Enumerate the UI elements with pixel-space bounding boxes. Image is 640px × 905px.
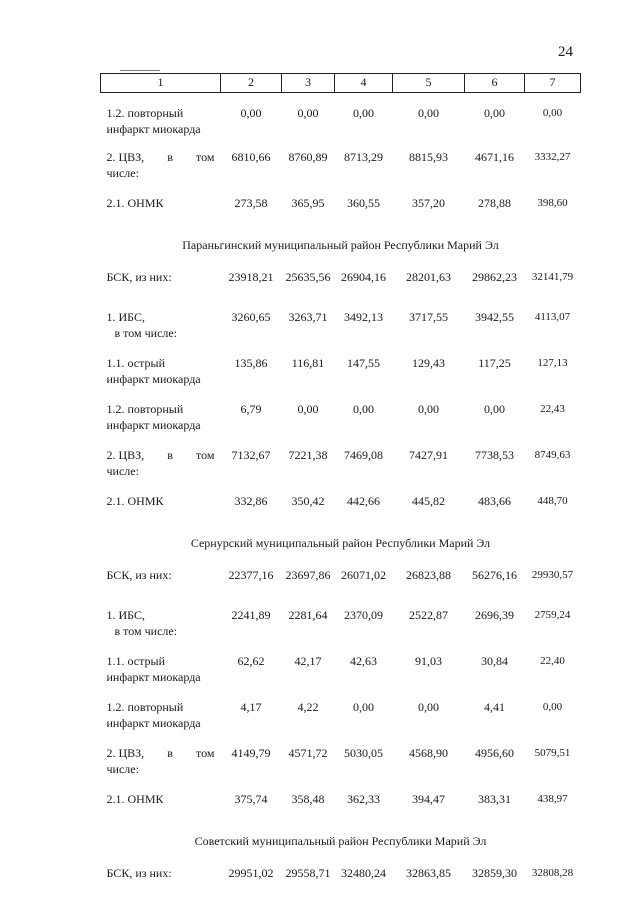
row-label-line: инфаркт миокарда: [106, 371, 201, 386]
row-label-line: 2.1. ОНМК: [106, 791, 164, 806]
column-header: 5: [393, 74, 465, 93]
cell-value: 127,13: [537, 356, 568, 369]
cell-value: 23697,86: [285, 567, 331, 582]
row-label-line: 1. ИБС,: [106, 607, 145, 622]
row-label-word: том: [196, 745, 215, 760]
table-row: [101, 185, 581, 225]
cell-value: 2281,64: [288, 607, 328, 622]
cell-value: 26071,02: [341, 567, 386, 582]
table-row: [101, 855, 581, 895]
table-header-row: [101, 74, 581, 93]
cell-value: 350,42: [291, 493, 325, 508]
cell-value: 0,00: [297, 401, 319, 416]
cell-value: 7738,53: [475, 447, 514, 462]
cell-value: 360,55: [347, 195, 380, 210]
row-label-line: в том числе:: [114, 623, 178, 638]
row-label: [101, 345, 221, 391]
top-divider: [120, 70, 160, 71]
cell-value: 26904,16: [341, 269, 386, 284]
table-row: [101, 93, 581, 139]
row-label-word: в: [167, 149, 173, 164]
row-label-line: БСК, из них:: [106, 567, 172, 582]
cell-value: 0,00: [418, 106, 439, 120]
row-label-line: числе:: [106, 463, 139, 478]
row-label: [101, 781, 221, 821]
row-label: [101, 483, 221, 523]
cell-value: 278,88: [478, 195, 511, 210]
cell-value: 2370,09: [344, 607, 383, 622]
cell-value: 22,40: [540, 654, 565, 667]
cell-value: 0,00: [353, 106, 374, 120]
cell-value: 0,00: [542, 700, 563, 713]
cell-value: 22377,16: [228, 567, 274, 582]
row-label-line: 2.1. ОНМК: [106, 195, 164, 210]
cell-value: 6,79: [240, 401, 262, 416]
row-label-line: 1. ИБС,: [106, 309, 145, 324]
cell-value: 29558,71: [285, 865, 331, 880]
row-label-word: 2. ЦВЗ,: [106, 745, 145, 760]
cell-value: 4568,90: [409, 745, 448, 760]
cell-value: 117,25: [478, 355, 511, 370]
section-heading-row: [101, 821, 581, 855]
cell-value: 135,86: [234, 355, 268, 370]
row-label-word: том: [196, 447, 215, 462]
column-header: 1: [101, 74, 221, 93]
column-header: 2: [221, 74, 282, 93]
cell-value: 4,22: [297, 699, 319, 714]
row-label-line: БСК, из них:: [106, 269, 172, 284]
column-header: 4: [335, 74, 393, 93]
cell-value: 62,62: [237, 653, 265, 668]
cell-value: 383,31: [478, 791, 511, 806]
cell-value: 3942,55: [475, 309, 514, 324]
cell-value: 5030,05: [344, 745, 383, 760]
cell-value: 358,48: [291, 791, 325, 806]
cell-value: 0,00: [353, 401, 374, 416]
cell-value: 375,74: [234, 791, 268, 806]
cell-value: 8815,93: [409, 149, 448, 164]
cell-value: 7221,38: [288, 447, 328, 462]
row-label-word: 2. ЦВЗ,: [106, 447, 145, 462]
cell-value: 147,55: [347, 355, 380, 370]
row-label: [101, 735, 221, 781]
cell-value: 2759,24: [534, 608, 571, 621]
row-label-line: инфаркт миокарда: [106, 669, 201, 684]
cell-value: 0,00: [418, 699, 439, 714]
row-label-first-line: [107, 447, 215, 463]
cell-value: 0,00: [542, 107, 563, 119]
row-label-line: числе:: [106, 165, 139, 180]
cell-value: 448,70: [537, 494, 568, 507]
table-row: [101, 483, 581, 523]
cell-value: 394,47: [412, 791, 445, 806]
cell-value: 3260,65: [231, 309, 271, 324]
column-header: 7: [525, 74, 581, 93]
cell-value: 32141,79: [531, 270, 574, 283]
cell-value: 6810,66: [231, 149, 271, 164]
cell-value: 7469,08: [344, 447, 383, 462]
cell-value: 3263,71: [288, 309, 328, 324]
table-row: [101, 299, 581, 345]
row-label-line: 1.1. острый: [106, 355, 165, 370]
cell-value: 365,95: [291, 195, 325, 210]
cell-value: 8713,29: [344, 149, 383, 164]
row-label-line: 2.1. ОНМК: [106, 493, 164, 508]
cell-value: 0,00: [418, 401, 439, 416]
cell-value: 42,63: [350, 653, 377, 668]
table-row: [101, 139, 581, 185]
cell-value: 7132,67: [231, 447, 271, 462]
cell-value: 29862,23: [472, 269, 517, 284]
cell-value: 25635,56: [285, 269, 331, 284]
page-number: 24: [558, 44, 573, 60]
row-label-word: 2. ЦВЗ,: [106, 149, 145, 164]
cell-value: 23918,21: [228, 269, 274, 284]
cell-value: 4,41: [484, 699, 505, 714]
cell-value: 129,43: [412, 355, 445, 370]
cell-value: 5079,51: [534, 746, 571, 759]
cell-value: 4,17: [240, 699, 262, 714]
section-heading: Советский муниципальный район Республики Марий Эл: [194, 833, 487, 848]
table-row: [101, 259, 581, 299]
row-label-line: 1.2. повторный: [106, 401, 184, 416]
cell-value: 398,60: [537, 196, 568, 209]
row-label-line: 1.1. острый: [106, 653, 165, 668]
row-label: [101, 259, 221, 299]
cell-value: 4671,16: [475, 149, 514, 164]
row-label: [101, 689, 221, 735]
cell-value: 32480,24: [341, 865, 386, 880]
row-label: [101, 299, 221, 345]
row-label-line: инфаркт миокарда: [106, 417, 201, 432]
cell-value: 32859,30: [472, 865, 517, 880]
table-row: [101, 735, 581, 781]
cell-value: 8749,63: [534, 448, 571, 461]
row-label-word: в: [167, 745, 173, 760]
cell-value: 116,81: [291, 355, 325, 370]
row-label: [101, 185, 221, 225]
row-label: [101, 93, 221, 139]
cell-value: 91,03: [415, 653, 442, 668]
cell-value: 56276,16: [472, 567, 517, 582]
cell-value: 4149,79: [231, 745, 271, 760]
row-label-word: том: [196, 149, 215, 164]
cell-value: 3717,55: [409, 309, 448, 324]
cell-value: 273,58: [234, 195, 268, 210]
cell-value: 483,66: [478, 493, 511, 508]
cell-value: 0,00: [240, 106, 262, 120]
row-label-line: БСК, из них:: [106, 865, 172, 880]
section-heading-row: [101, 523, 581, 557]
row-label-line: 1.2. повторный: [106, 106, 184, 120]
cell-value: 362,33: [347, 791, 380, 806]
row-label-line: инфаркт миокарда: [106, 715, 201, 730]
table-row: [101, 345, 581, 391]
row-label-line: числе:: [106, 761, 139, 776]
cell-value: 32808,28: [531, 866, 574, 879]
cell-value: 8760,89: [288, 149, 328, 164]
row-label: [101, 557, 221, 597]
row-label-word: в: [167, 447, 173, 462]
cell-value: 4956,60: [475, 745, 514, 760]
table-row: [101, 643, 581, 689]
section-heading-row: [101, 225, 581, 259]
cell-value: 0,00: [484, 106, 505, 120]
row-label: [101, 437, 221, 483]
table-row: [101, 689, 581, 735]
cell-value: 2522,87: [409, 607, 448, 622]
cell-value: 0,00: [297, 106, 319, 120]
row-label: [101, 855, 221, 895]
section-heading: Сернурский муниципальный район Республики Марий Эл: [190, 535, 491, 550]
cell-value: 357,20: [412, 195, 445, 210]
cell-value: 332,86: [234, 493, 268, 508]
table-row: [101, 437, 581, 483]
cell-value: 26823,88: [406, 567, 451, 582]
row-label-first-line: [107, 149, 215, 165]
cell-value: 0,00: [484, 401, 505, 416]
cell-value: 3332,27: [534, 150, 571, 163]
row-label: [101, 643, 221, 689]
column-header: 6: [465, 74, 525, 93]
cell-value: 29951,02: [228, 865, 274, 880]
table-row: [101, 557, 581, 597]
cell-value: 32863,85: [406, 865, 451, 880]
section-heading: Параньгинский муниципальный район Республики Марий Эл: [182, 237, 499, 252]
row-label: [101, 597, 221, 643]
column-header: 3: [282, 74, 335, 93]
cell-value: 29930,57: [531, 568, 574, 581]
cell-value: 442,66: [347, 493, 380, 508]
cell-value: 2696,39: [475, 607, 514, 622]
cell-value: 438,97: [537, 792, 568, 805]
row-label: [101, 391, 221, 437]
row-label-line: в том числе:: [114, 325, 178, 340]
cell-value: 0,00: [353, 699, 374, 714]
cell-value: 4113,07: [534, 310, 571, 323]
cell-value: 22,43: [540, 402, 565, 415]
cell-value: 30,84: [481, 653, 508, 668]
cell-value: 2241,89: [231, 607, 271, 622]
row-label-first-line: [107, 745, 215, 761]
row-label-line: 1.2. повторный: [106, 699, 184, 714]
table-row: [101, 781, 581, 821]
cell-value: 42,17: [294, 653, 322, 668]
row-label-line: инфаркт миокарда: [106, 122, 201, 136]
cell-value: 7427,91: [409, 447, 448, 462]
cell-value: 4571,72: [288, 745, 328, 760]
cell-value: 3492,13: [344, 309, 383, 324]
table-row: [101, 391, 581, 437]
row-label: [101, 139, 221, 185]
data-table: [100, 73, 581, 895]
cell-value: 445,82: [412, 493, 445, 508]
cell-value: 28201,63: [406, 269, 451, 284]
table-row: [101, 597, 581, 643]
